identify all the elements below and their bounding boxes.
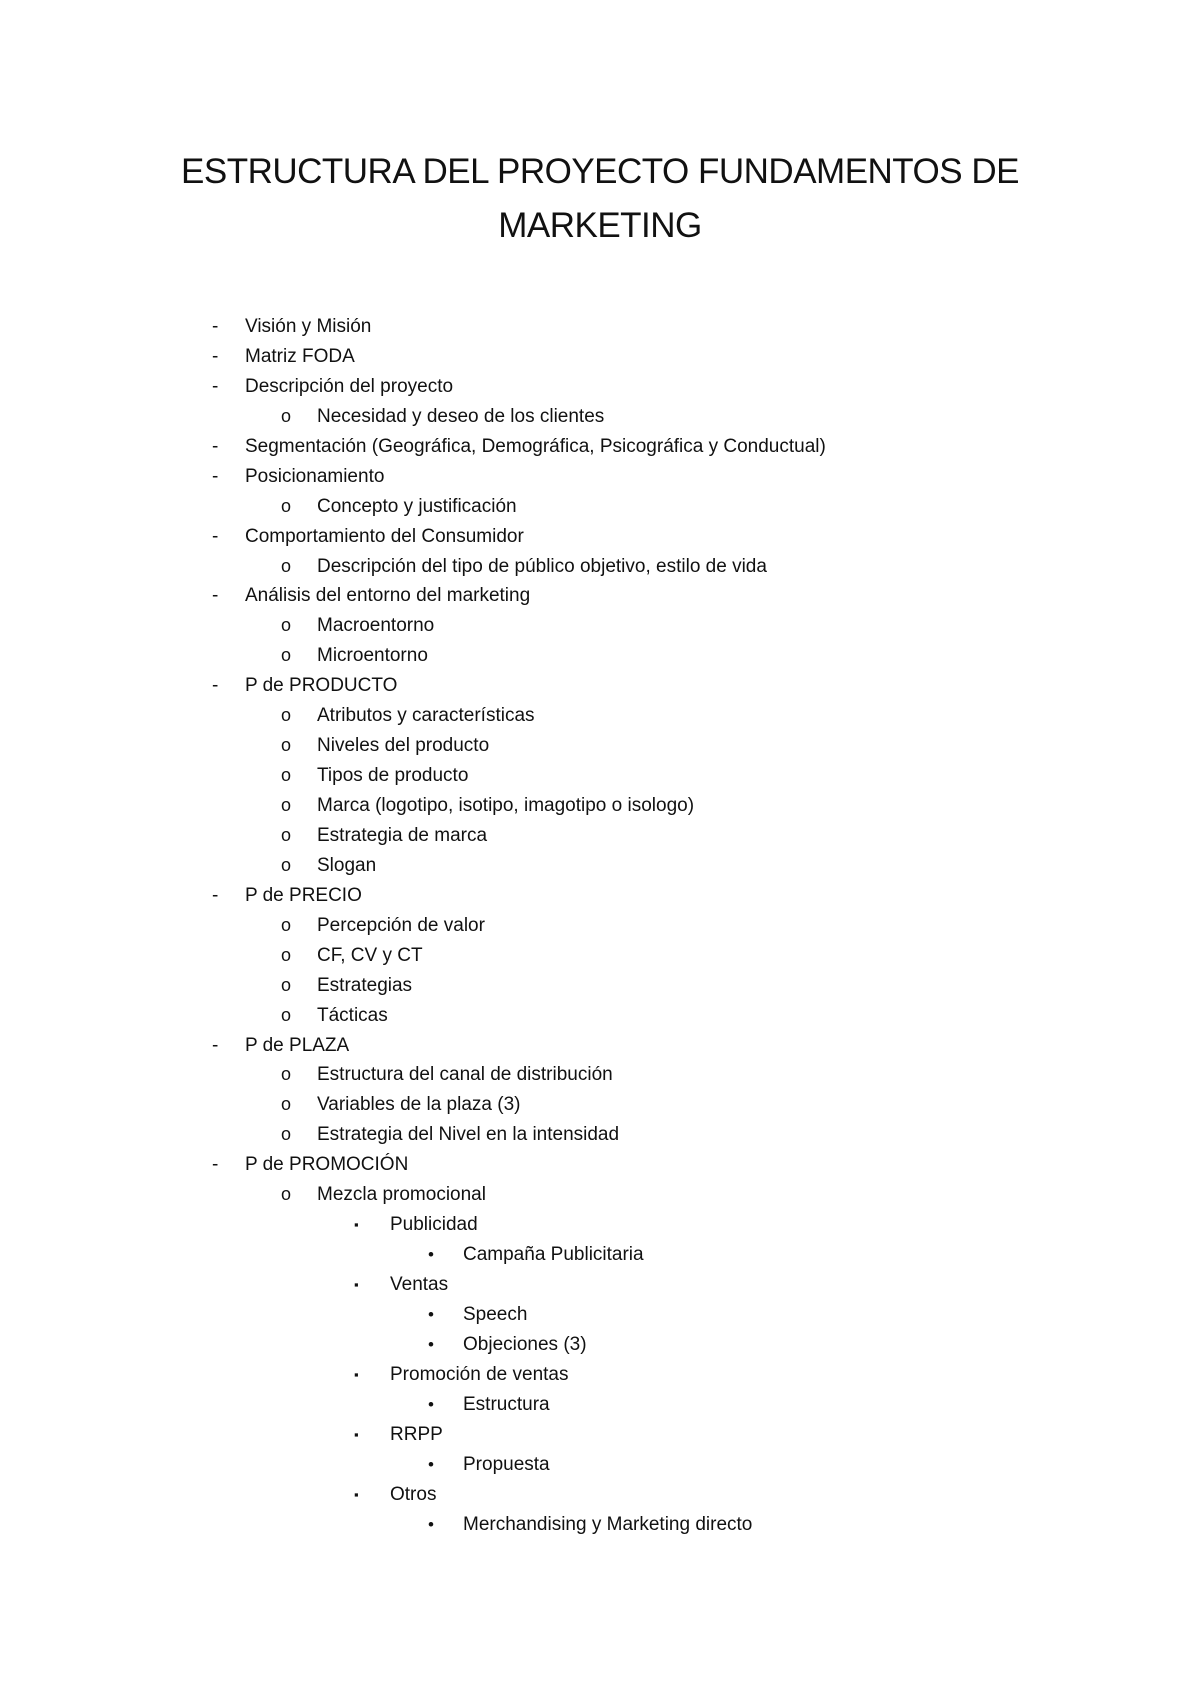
square-bullet: ▪ [354, 1217, 359, 1233]
outline-item-text: Segmentación (Geográfica, Demográfica, Psicográfica y Conductual) [245, 435, 826, 457]
outline-item [0, 881, 1200, 911]
outline-detail-item-text: Campaña Publicitaria [463, 1244, 644, 1266]
dash-bullet: - [212, 585, 219, 607]
outline-subitem [0, 402, 1200, 432]
outline-subitem-text: Estrategia de marca [317, 824, 488, 846]
outline-sub-subitem [0, 1480, 1200, 1510]
round-bullet: • [428, 1245, 434, 1265]
outline-detail-item-text: Speech [463, 1303, 528, 1325]
outline-sub-subitem [0, 1360, 1200, 1390]
outline-item [0, 522, 1200, 552]
outline-subitem-text: Microentorno [317, 645, 428, 667]
outline-item-text: Posicionamiento [245, 465, 385, 487]
outline-detail-item [0, 1510, 1200, 1540]
circle-bullet: o [281, 495, 292, 516]
page-title-line-2: MARKETING [498, 206, 702, 245]
dash-bullet: - [212, 375, 219, 397]
circle-bullet: o [281, 824, 292, 845]
dash-bullet: - [212, 884, 219, 906]
outline-subitem-text: Necesidad y deseo de los clientes [317, 405, 605, 427]
circle-bullet: o [281, 944, 292, 965]
round-bullet: • [428, 1304, 434, 1324]
outline-detail-item-text: Propuesta [463, 1453, 550, 1475]
outline-item [0, 432, 1200, 462]
outline-item-text: P de PLAZA [245, 1034, 350, 1056]
outline-detail-item [0, 1300, 1200, 1330]
round-bullet: • [428, 1454, 434, 1474]
outline-subitem-text: Tipos de producto [317, 765, 469, 787]
outline-subitem [0, 552, 1200, 582]
outline-subitem [0, 611, 1200, 641]
outline-subitem [0, 492, 1200, 522]
outline-sub-subitem-text: Ventas [390, 1274, 449, 1295]
outline-item-text: Matriz FODA [245, 345, 355, 367]
circle-bullet: o [281, 705, 292, 726]
outline-subitem-text: Descripción del tipo de público objetivo, estilo de vida [317, 555, 767, 577]
circle-bullet: o [281, 405, 292, 426]
circle-bullet: o [281, 914, 292, 935]
outline-detail-item [0, 1240, 1200, 1270]
outline-sub-subitem-text: RRPP [390, 1423, 443, 1445]
dash-bullet: - [212, 465, 219, 487]
dash-bullet: - [212, 435, 219, 457]
outline-subitem-text: Percepción de valor [317, 914, 485, 936]
square-bullet: ▪ [354, 1366, 359, 1382]
circle-bullet: o [281, 854, 292, 875]
outline-item [0, 1031, 1200, 1061]
circle-bullet: o [281, 645, 292, 666]
outline-subitem [0, 731, 1200, 761]
circle-bullet: o [281, 615, 292, 636]
dash-bullet: - [212, 316, 219, 337]
outline-subitem-text: Concepto y justificación [317, 495, 517, 517]
outline-subitem-text: Macroentorno [317, 615, 435, 637]
dash-bullet: - [212, 1154, 219, 1176]
dash-bullet: - [212, 1034, 219, 1056]
outline-subitem [0, 1120, 1200, 1150]
outline-item [0, 671, 1200, 701]
outline-subitem [0, 1180, 1200, 1210]
outline-subitem-text: CF, CV y CT [317, 944, 423, 966]
page-title-line-1: ESTRUCTURA DEL PROYECTO FUNDAMENTOS DE [181, 152, 1019, 191]
outline-item-text: Comportamiento del Consumidor [245, 525, 524, 547]
outline-subitem [0, 761, 1200, 791]
outline-detail-item [0, 1450, 1200, 1480]
outline-item [0, 372, 1200, 402]
outline-subitem-text: Estrategia del Nivel en la intensidad [317, 1124, 620, 1146]
outline-subitem [0, 1060, 1200, 1090]
round-bullet: • [428, 1394, 434, 1414]
outline-item-text: P de PRECIO [245, 884, 362, 906]
circle-bullet: o [281, 765, 292, 786]
outline-subitem [0, 911, 1200, 941]
circle-bullet: o [281, 795, 292, 815]
outline-sub-subitem-text: Publicidad [390, 1214, 478, 1236]
outline-item-text: Descripción del proyecto [245, 375, 454, 397]
outline-subitem [0, 791, 1200, 821]
outline-item [0, 1150, 1200, 1180]
circle-bullet: o [281, 974, 292, 995]
outline-sub-subitem-text: Promoción de ventas [390, 1363, 569, 1385]
square-bullet: ▪ [354, 1486, 359, 1502]
circle-bullet: o [281, 1064, 292, 1085]
outline-item [0, 342, 1200, 372]
outline-item-text: Análisis del entorno del marketing [245, 585, 531, 607]
outline-sub-subitem-text: Otros [390, 1483, 437, 1505]
outline-item [0, 312, 1200, 342]
outline-subitem [0, 821, 1200, 851]
outline-item-text: P de PRODUCTO [245, 675, 398, 697]
circle-bullet: o [281, 1184, 292, 1205]
outline-subitem-text: Niveles del producto [317, 735, 490, 757]
outline-sub-subitem [0, 1270, 1200, 1300]
outline-subitem [0, 641, 1200, 671]
dash-bullet: - [212, 345, 219, 367]
outline-subitem [0, 701, 1200, 731]
outline-subitem [0, 1090, 1200, 1120]
outline-subitem-text: Tácticas [317, 1004, 388, 1026]
dash-bullet: - [212, 675, 219, 697]
circle-bullet: o [281, 555, 292, 576]
outline-subitem-text: Mezcla promocional [317, 1184, 486, 1206]
outline-subitem-text: Marca (logotipo, isotipo, imagotipo o isologo) [317, 795, 695, 816]
outline-item [0, 462, 1200, 492]
outline-item-text: P de PROMOCIÓN [245, 1154, 409, 1176]
circle-bullet: o [281, 1094, 292, 1115]
outline-subitem-text: Variables de la plaza (3) [317, 1094, 521, 1116]
outline-subitem-text: Atributos y características [317, 705, 535, 727]
circle-bullet: o [281, 735, 292, 756]
outline-sub-subitem [0, 1420, 1200, 1450]
circle-bullet: o [281, 1124, 292, 1145]
outline-subitem [0, 1001, 1200, 1031]
outline-subitem-text: Estructura del canal de distribución [317, 1064, 613, 1086]
outline-subitem [0, 851, 1200, 881]
outline-detail-item-text: Objeciones (3) [463, 1333, 587, 1355]
outline-sub-subitem [0, 1210, 1200, 1240]
circle-bullet: o [281, 1004, 292, 1025]
project-structure-outline [0, 312, 1200, 1539]
outline-subitem [0, 941, 1200, 971]
outline-item [0, 581, 1200, 611]
round-bullet: • [428, 1334, 434, 1354]
outline-detail-item-text: Merchandising y Marketing directo [463, 1513, 753, 1535]
square-bullet: ▪ [354, 1277, 359, 1292]
outline-detail-item [0, 1330, 1200, 1360]
outline-item-text: Visión y Misión [245, 316, 372, 337]
outline-detail-item-text: Estructura [463, 1393, 550, 1415]
outline-subitem [0, 971, 1200, 1001]
outline-subitem-text: Estrategias [317, 974, 413, 996]
outline-subitem-text: Slogan [317, 854, 377, 876]
square-bullet: ▪ [354, 1426, 359, 1442]
dash-bullet: - [212, 525, 219, 547]
round-bullet: • [428, 1514, 434, 1534]
outline-detail-item [0, 1390, 1200, 1420]
